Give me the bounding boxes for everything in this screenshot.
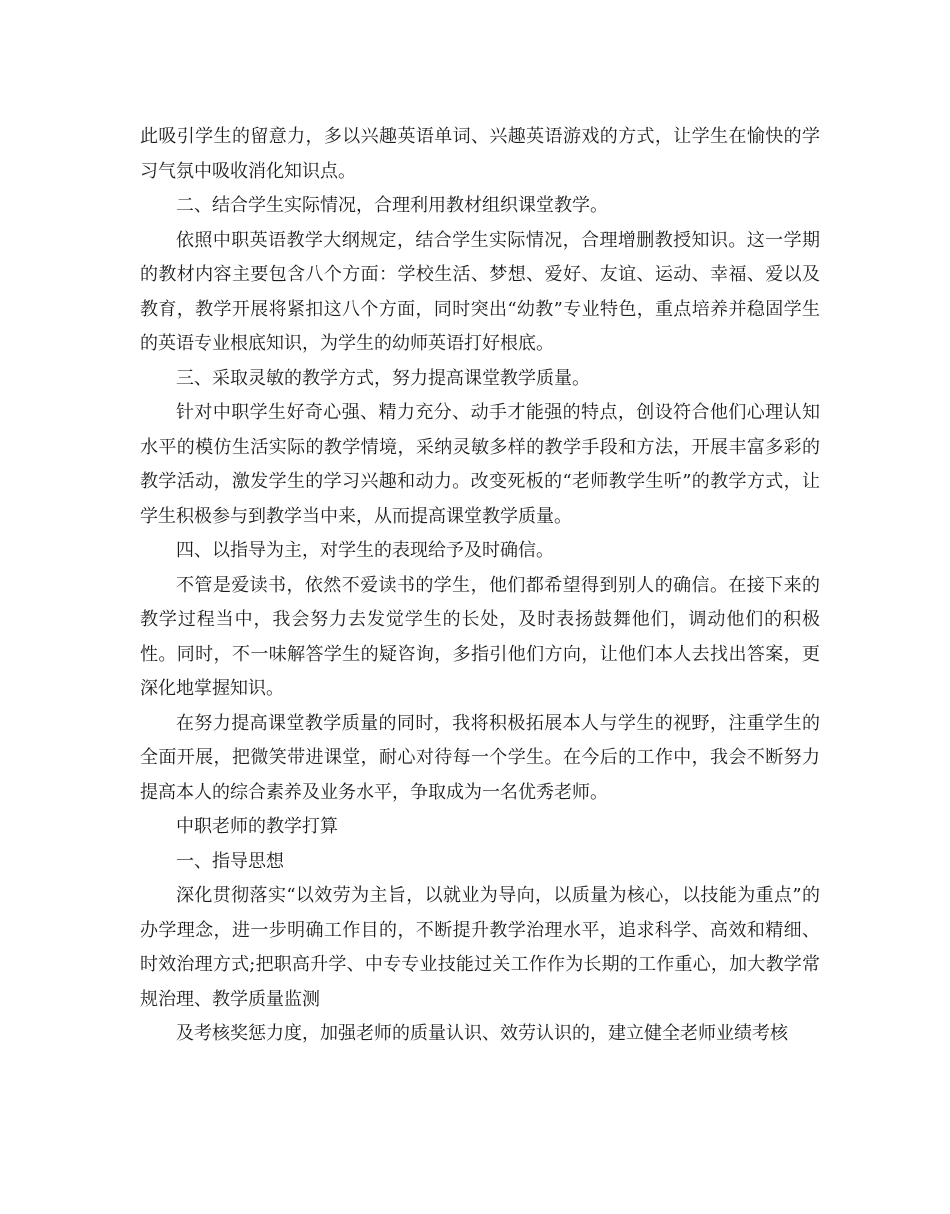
paragraph-12: 及考核奖惩力度，加强老师的质量认识、效劳认识的，建立健全老师业绩考核	[176, 1023, 788, 1044]
paragraph-3: 依照中职英语教学大纲规定，结合学生实际情况，合理增删教授知识。这一学期的教材内容主要包含八个方面：学校生活、梦想、爱好、友谊、运动、幸福、爱以及教育，教学开展将紧扣这八个方面，同时突出“幼教”专业特色，重点培养并稳固学生的英语专业根底知识，为学生的幼师英语打好根底。	[140, 229, 820, 354]
paragraph-8: 在努力提高课堂教学质量的同时，我将积极拓展本人与学生的视野，注重学生的全面开展，把微笑带进课堂，耐心对待每一个学生。在今后的工作中，我会不断努力提高本人的综合素养及业务水平，争取成为一名优秀老师。	[140, 712, 820, 803]
paragraph-11: 深化贯彻落实“以效劳为主旨，以就业为导向，以质量为核心，以技能为重点”的办学理念，进一步明确工作目的，不断提升教学治理水平，追求科学、高效和精细、时效治理方式;把职高升学、中专专业技能过关工作作为长期的工作重心，加大教学常规治理、教学质量监测	[140, 885, 820, 1010]
section-heading-guiding-ideology: 一、指导思想	[176, 850, 284, 872]
section-heading-3: 三、采取灵敏的教学方式，努力提高课堂教学质量。	[176, 367, 590, 389]
section-heading-4: 四、以指导为主，对学生的表现给予及时确信。	[176, 540, 554, 561]
paragraph-5: 针对中职学生好奇心强、精力充分、动手才能强的特点，创设符合他们心理认知水平的模仿生活实际的教学情境，采纳灵敏多样的教学手段和方法，开展丰富多彩的教学活动，激发学生的学习兴趣和动力。改变死板的“老师教学生听”的教学方式，让学生积极参与到教学当中来，从而提高课堂教学质量。	[140, 402, 820, 527]
document-body	[140, 120, 820, 1052]
section-heading-2: 二、结合学生实际情况，合理利用教材组织课堂教学。	[176, 195, 608, 216]
paragraph-1: 此吸引学生的留意力，多以兴趣英语单词、兴趣英语游戏的方式，让学生在愉快的学习气氛中吸收消化知识点。	[140, 126, 820, 182]
paragraph-7: 不管是爱读书，依然不爱读书的学生，他们都希望得到别人的确信。在接下来的教学过程当中，我会努力去发觉学生的长处，及时表扬鼓舞他们，调动他们的积极性。同时，不一味解答学生的疑咨询，多指引他们方向，让他们本人去找出答案，更深化地掌握知识。	[140, 574, 820, 699]
document-subtitle: 中职老师的教学打算	[176, 816, 338, 837]
